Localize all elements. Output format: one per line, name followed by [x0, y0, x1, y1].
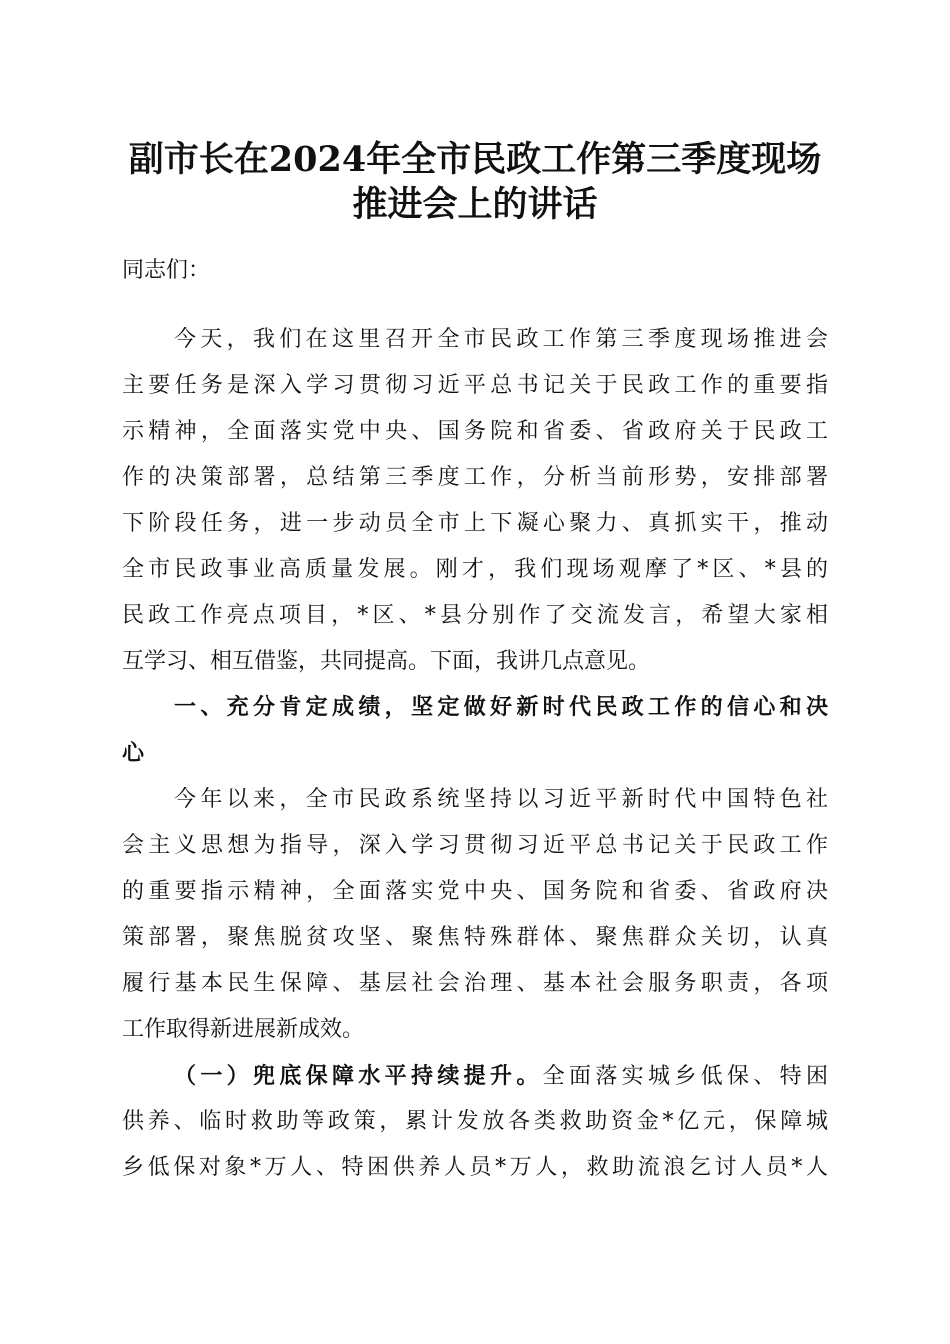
paragraph-line: 工作取得新进展新成效。 [122, 1017, 365, 1042]
paragraph-line: 互学习、相互借鉴，共同提高。下面，我讲几点意见。 [122, 649, 651, 674]
paragraph-line: 示精神，全面落实党中央、国务院和省委、省政府关于民政工 [122, 419, 828, 444]
paragraph-line: 作的决策部署，总结第三季度工作，分析当前形势，安排部署 [122, 465, 828, 490]
subsection-lead: （一）兜底保障水平持续提升。 [174, 1063, 543, 1089]
section-heading-line: 一、充分肯定成绩，坚定做好新时代民政工作的信心和决 [174, 695, 828, 720]
paragraph-line: 主要任务是深入学习贯彻习近平总书记关于民政工作的重要指 [122, 373, 828, 398]
section-heading-line: 心 [122, 741, 145, 766]
salutation: 同志们： [122, 258, 211, 283]
document-title-line-1: 副市长在2024年全市民政工作第三季度现场 [128, 139, 822, 180]
paragraph-line: 全市民政事业高质量发展。刚才，我们现场观摩了*区、*县的 [122, 557, 828, 582]
paragraph-line: 的重要指示精神，全面落实党中央、国务院和省委、省政府决 [122, 879, 828, 904]
paragraph-line: 履行基本民生保障、基层社会治理、基本社会服务职责，各项 [122, 971, 828, 996]
document-title-line-2: 推进会上的讲话 [352, 184, 598, 225]
paragraph-line: 下阶段任务，进一步动员全市上下凝心聚力、真抓实干，推动 [122, 511, 828, 536]
paragraph-line: 乡低保对象*万人、特困供养人员*万人，救助流浪乞讨人员*人 [122, 1155, 828, 1180]
paragraph-line: 策部署，聚焦脱贫攻坚、聚焦特殊群体、聚焦群众关切，认真 [122, 925, 828, 950]
paragraph-line: 今年以来，全市民政系统坚持以习近平新时代中国特色社 [174, 787, 828, 812]
paragraph-line: 民政工作亮点项目，*区、*县分别作了交流发言，希望大家相 [122, 603, 828, 628]
paragraph-line: 今天，我们在这里召开全市民政工作第三季度现场推进会 [174, 327, 828, 352]
subsection-first-line [174, 1053, 828, 1099]
paragraph-line: 会主义思想为指导，深入学习贯彻习近平总书记关于民政工作 [122, 833, 828, 858]
subsection-text: 全面落实城乡低保、特困 [542, 1064, 828, 1089]
paragraph-line: 供养、临时救助等政策，累计发放各类救助资金*亿元，保障城 [122, 1109, 828, 1134]
